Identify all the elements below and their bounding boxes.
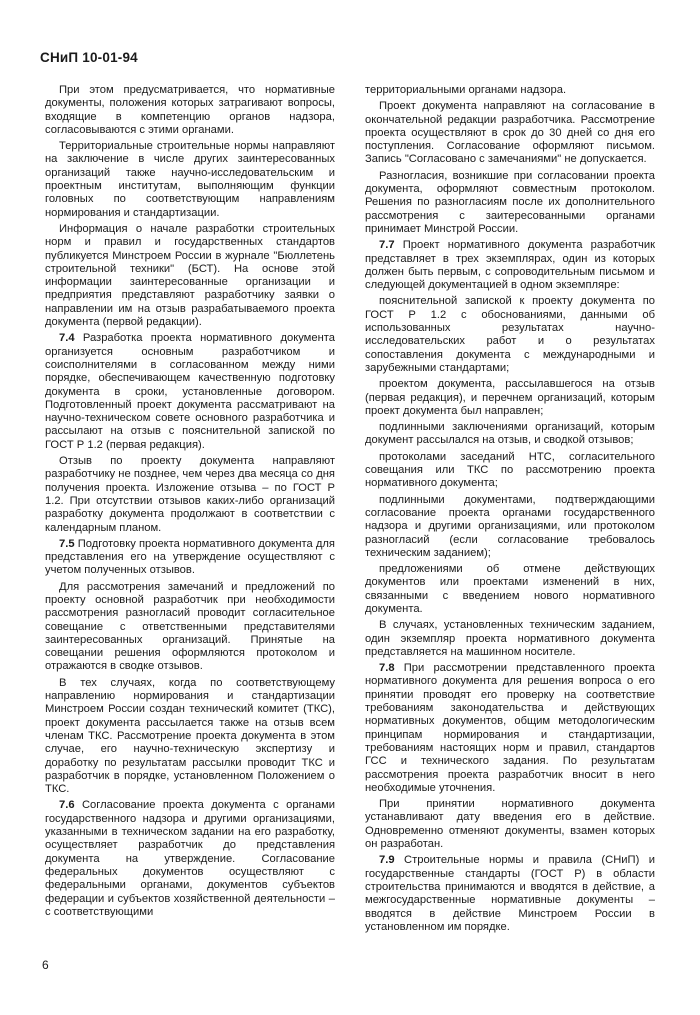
paragraph-text: При принятии нормативного документа устанавливают дату введения его в действие. Одновременно отменяют документы, взамен которых он разработан. — [365, 798, 655, 851]
left-column — [45, 84, 335, 922]
paragraph-text: Для рассмотрения замечаний и предложений по проекту основной разработчик при необходимости рассмотрения разногласий проводит согласительное совещание с ответственными представителями заинтересованных организаций. Принятые на совещании решения оформляются протоколом и отражаются в сводке отзывов. — [45, 580, 335, 673]
paragraph-text: протоколами заседаний НТС, согласительного совещания или ТКС по рассмотрению проекта нормативного документа; — [365, 450, 655, 490]
paragraph — [45, 581, 335, 674]
paragraph — [365, 854, 655, 934]
paragraph-text: В случаях, установленных техническим заданием, один экземпляр проекта нормативного документа представляется на машинном носителе. — [365, 619, 655, 658]
paragraph — [365, 295, 655, 375]
paragraph — [365, 421, 655, 448]
paragraph — [365, 170, 655, 236]
section-number: 7.7 — [379, 239, 395, 252]
paragraph-text: В тех случаях, когда по соответствующему направлению нормирования и стандартизации Минстроем России создан технический комитет (ТКС), проект документа рассылается также на отзыв всем членам ТКС. Рассмотрение проекта документа в этом случае, его научно-техническую экспертизу и доработку по результатам рассылки проводит ТКС и разработчик в порядке, установленном Положением о ТКС. — [45, 676, 335, 796]
paragraph — [365, 378, 655, 418]
paragraph-text: Согласование проекта документа с органами государственного надзора и другими организациями, указанными в техническом задании на его разработку, осуществляет разработчик до представления документа на утверждение. Согласование федеральных документов осуществляют с федеральными органами, документов субъектов федерации и субъектов хозяйственной деятельности – с соответствующими — [45, 799, 336, 918]
page-number: 6 — [42, 958, 49, 972]
paragraph — [365, 494, 655, 560]
paragraph-text: При этом предусматривается, что нормативные документы, положения которых затрагивают вопросы, входящие в компетенцию органов надзора, согласовываются с этими органами. — [45, 84, 335, 136]
section-number: 7.8 — [379, 662, 395, 675]
section-number: 7.5 — [59, 537, 75, 550]
paragraph-text: Территориальные строительные нормы направляют на заключение в числе других заинтересованных организаций также научно-исследовательским и проектным институтам, выполняющим функции головных по соответствующим направлениям нормирования и стандартизации. — [45, 140, 335, 219]
paragraph — [45, 799, 335, 919]
paragraph — [45, 455, 335, 535]
paragraph-text: Разногласия, возникшие при согласовании проекта документа, оформляют совместным протоколом. Решения по разногласиям после их дополнительного рассмотрения с заитересованными органами принимает Минстрой России. — [365, 169, 655, 235]
section-number: 7.9 — [379, 854, 395, 867]
paragraph — [45, 84, 335, 137]
paragraph — [365, 84, 655, 97]
paragraph-text: подлинными документами, подтверждающими согласование проекта органами государственного надзора и другими организациями, или протоколом разногласий (если согласование требовалось техническим заданием); — [365, 493, 655, 559]
paragraph — [365, 662, 655, 795]
paragraph — [365, 451, 655, 491]
paragraph-text: предложениями об отмене действующих документов или проектами изменений в них, связанными с введением нового нормативного документа. — [365, 563, 655, 615]
paragraph-text: Разработка проекта нормативного документа организуется основным разработчиком и соисполнителями в согласованном между ними порядке, обеспечивающем качественную подготовку документа в сроки, установленные договором. Подготовленный проект документа рассматривают на научно-техническом совете основного разработчика и рассылают на отзыв с пояснительной запиской по ГОСТ Р 1.2 (первая редакция). — [45, 332, 335, 451]
paragraph — [45, 538, 335, 578]
paragraph-text: Подготовку проекта нормативного документа для представления его на утверждение осуществляют с учетом полученных отзывов. — [45, 537, 335, 577]
paragraph — [365, 798, 655, 851]
right-column — [365, 84, 655, 937]
paragraph — [45, 140, 335, 220]
paragraph — [365, 100, 655, 166]
paragraph-text: Отзыв по проекту документа направляют разработчику не позднее, чем через два месяца со дня получения проекта. Изложение отзыва – по ГОСТ Р 1.2. При отсутствии отзывов каких-либо организаций разработку документа продолжают в соответствии с календарным планом. — [45, 455, 335, 534]
paragraph-text: территориальными органами надзора. — [365, 84, 567, 96]
paragraph-text: подлинными заключениями организаций, которым документ рассылался на отзыв, и сводкой отзывов; — [365, 421, 655, 447]
paragraph — [365, 619, 655, 659]
section-number: 7.4 — [59, 332, 75, 345]
paragraph-text: При рассмотрении представленного проекта нормативного документа для решения вопроса о его принятии проводят его проверку на соответствие требованиям законодательства и действующих нормативных документов, общим методологическим принципам нормирования и стандартизации, требованиям настоящих норм и правил, стандартов ГСС и технического задания. По результатам рассмотрения проекта разработчик вносит в него необходимые уточнения. — [365, 662, 655, 794]
paragraph — [45, 332, 335, 452]
paragraph — [45, 223, 335, 329]
paragraph-text: проектом документа, рассылавшегося на отзыв (первая редакция), и перечнем организаций, которым проект документа был направлен; — [365, 378, 655, 417]
document-code-header: СНиП 10-01-94 — [40, 50, 138, 65]
paragraph — [45, 677, 335, 797]
paragraph-text: пояснительной запиской к проекту документа по ГОСТ Р 1.2 с обоснованиями, данными об использованных результатах научно-исследовательских работ и о результатах сопоставления документа с международными и зарубежными стандартами; — [365, 295, 655, 374]
paragraph — [365, 239, 655, 292]
paragraph-text: Проект нормативного документа разработчик представляет в трех экземплярах, один из которых должен быть первым, с сопроводительным письмом и следующей документацией в одном экземпляре: — [365, 239, 655, 292]
paragraph — [365, 563, 655, 616]
paragraph-text: Строительные нормы и правила (СНиП) и государственные стандарты (ГОСТ Р) в области строительства принимаются и вводятся в действие, а межгосударственные нормативные документы – вводятся в действие Минстроем России в установленном им порядке. — [365, 854, 656, 933]
paragraph-text: Информация о начале разработки строительных норм и правил и государственных стандартов публикуется Минстроем России в журнале "Бюллетень строительной техники" (БСТ). На основе этой информации заинтересованные организации и предприятия представляют разработчику заявки о направлении им на отзыв разрабатываемого проекта документа (первой редакции). — [45, 222, 335, 329]
section-number: 7.6 — [59, 799, 75, 812]
paragraph-text: Проект документа направляют на согласование в окончательной редакции разработчика. Рассмотрение проекта осуществляют в срок до 30 дней со дня его поступления. Согласование оформляют письмом. Запись "Согласовано с замечаниями" не допускается. — [365, 100, 655, 166]
